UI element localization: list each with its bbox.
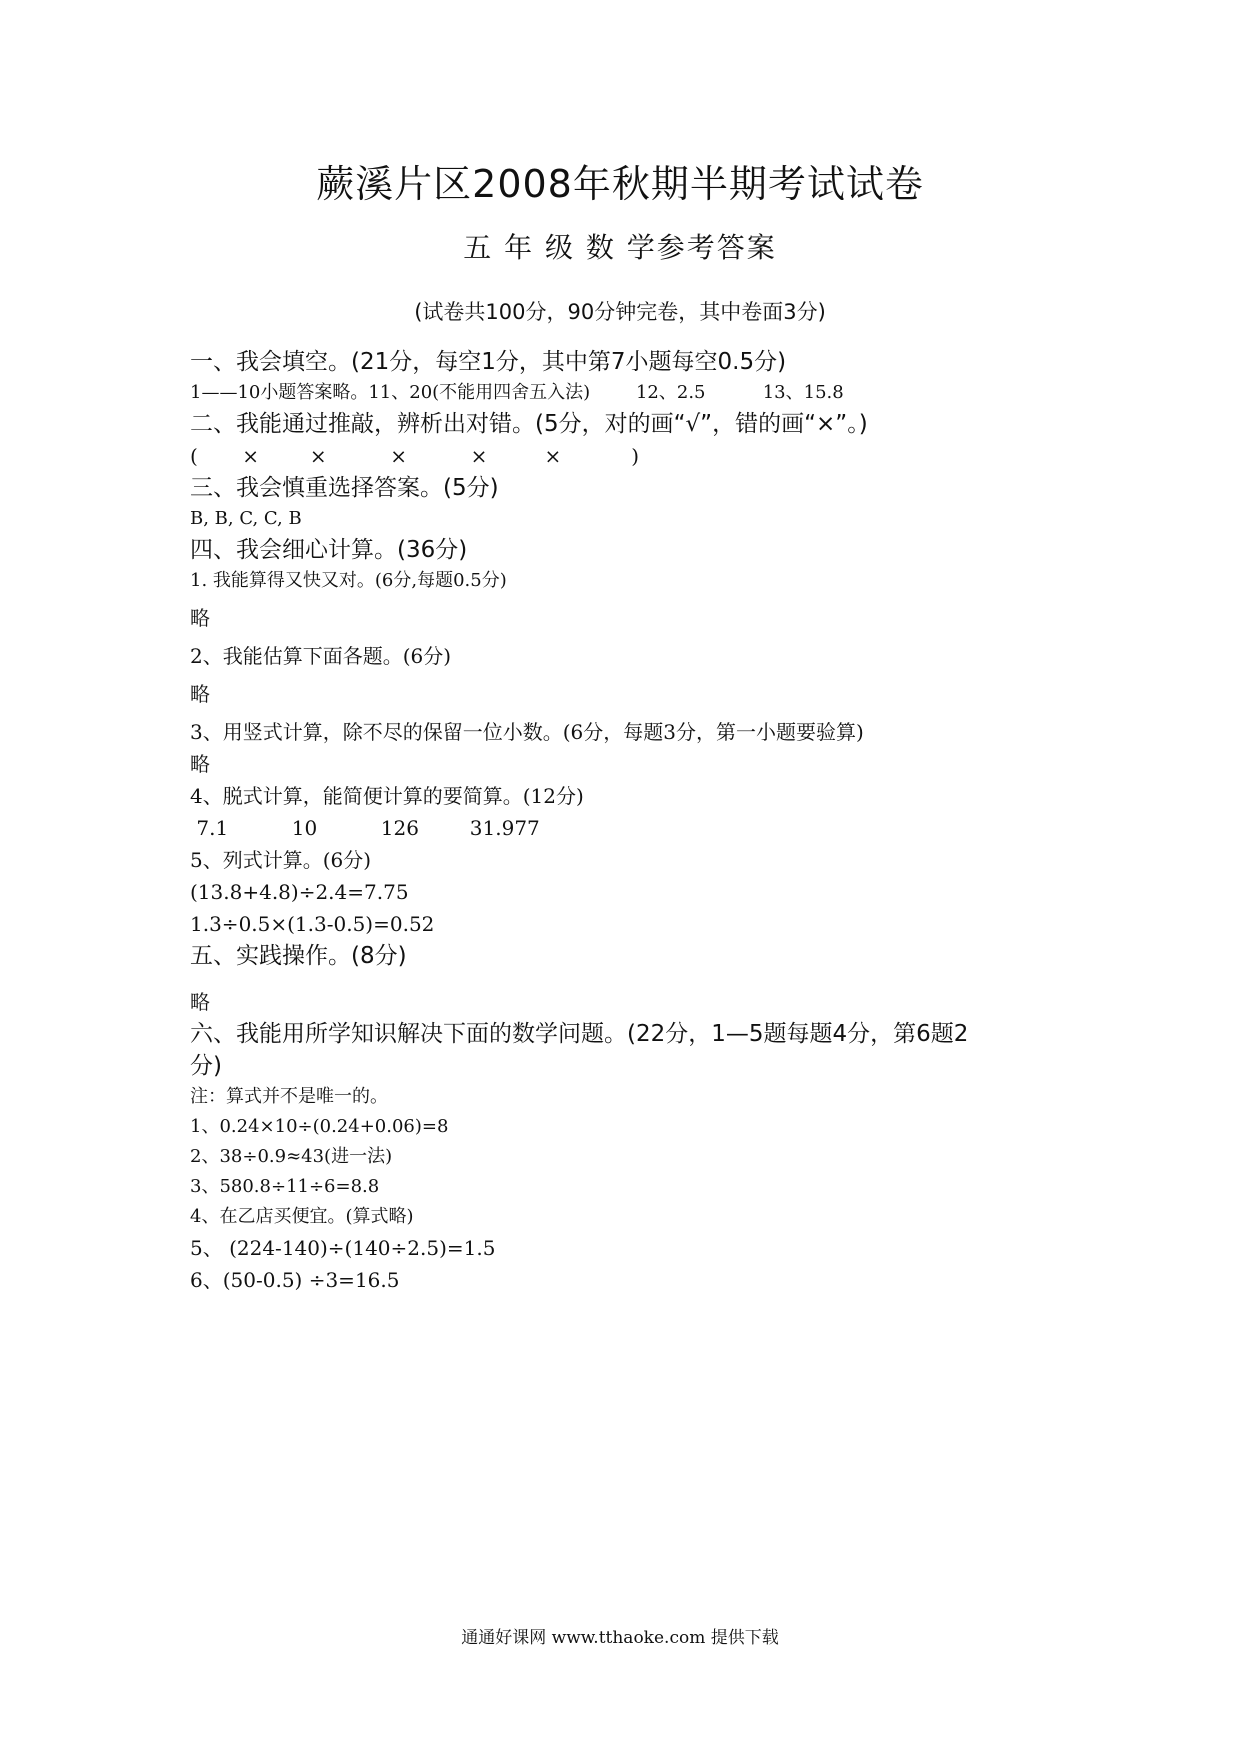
section-2-answer: ( × × × × × ) [190,444,640,468]
page-title: 蕨溪片区2008年秋期半期考试试卷 [316,162,924,206]
section-4-q4: 4、脱式计算，能简便计算的要简算。(12分) [190,784,584,808]
section-6-answer-6: 6、(50-0.5) ÷3=16.5 [190,1268,400,1292]
section-4-q2-answer: 略 [190,682,210,706]
section-6-note: 注：算式并不是唯一的。 [190,1086,388,1107]
exam-note: (试卷共100分，90分钟完卷，其中卷面3分) [414,300,826,324]
footer-credit: 通通好课网 www.tthaoke.com 提供下载 [461,1628,779,1648]
section-4-q2: 2、我能估算下面各题。(6分) [190,644,452,668]
section-6-answer-3: 3、580.8÷11÷6=8.8 [190,1176,380,1197]
section-6-answer-5: 5、 (224-140)÷(140÷2.5)=1.5 [190,1236,496,1260]
section-1-answer: 1——10小题答案略。11、20(不能用四舍五入法) 12、2.5 13、15.8 [190,382,844,403]
section-1-heading: 一、我会填空。(21分，每空1分，其中第7小题每空0.5分) [190,349,787,375]
section-4-heading: 四、我会细心计算。(36分) [190,537,468,563]
section-5-heading: 五、实践操作。(8分) [190,943,407,969]
section-6-answer-4: 4、在乙店买便宜。(算式略) [190,1206,414,1227]
section-4-q3: 3、用竖式计算，除不尽的保留一位小数。(6分，每题3分，第一小题要验算) [190,720,864,744]
section-3-heading: 三、我会慎重选择答案。(5分) [190,475,499,501]
section-4-q3-answer: 略 [190,752,210,776]
section-6-answer-1: 1、0.24×10÷(0.24+0.06)=8 [190,1116,449,1137]
section-4-q4-answer: 7.1 10 126 31.977 [190,816,540,840]
section-4-q1-answer: 略 [190,606,210,630]
section-6-heading-line1: 六、我能用所学知识解决下面的数学问题。(22分，1—5题每题4分，第6题2 [190,1021,969,1047]
section-6-answer-2: 2、38÷0.9≈43(进一法) [190,1146,393,1167]
section-2-heading: 二、我能通过推敲，辨析出对错。(5分，对的画“√”，错的画“×”。) [190,411,868,437]
section-4-q1: 1. 我能算得又快又对。(6分,每题0.5分) [190,570,507,591]
section-6-heading-line2: 分) [190,1053,222,1079]
section-4-q5-line2: 1.3÷0.5×(1.3-0.5)=0.52 [190,912,435,936]
page-subtitle: 五 年 级 数 学参考答案 [463,231,777,264]
section-5-answer: 略 [190,990,210,1014]
answer-content [190,346,1070,1296]
section-4-q5-line1: (13.8+4.8)÷2.4=7.75 [190,880,409,904]
section-4-q5: 5、列式计算。(6分) [190,848,372,872]
section-3-answer: B, B, C, C, B [190,508,302,529]
